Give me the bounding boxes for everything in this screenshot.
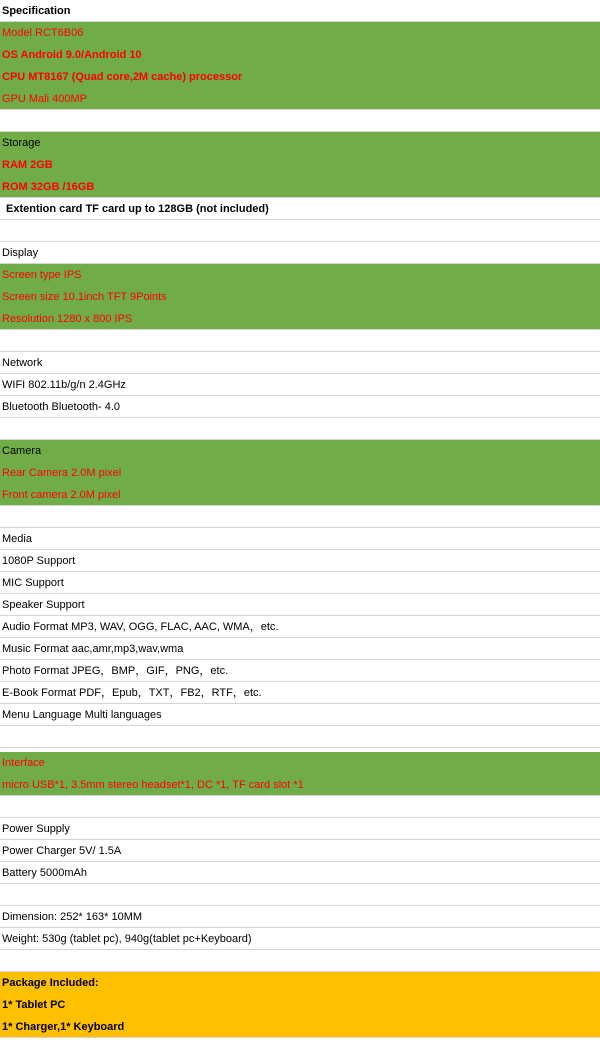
spec-row-rom: ROM 32GB /16GB [0, 176, 600, 198]
spec-row-power-charger: Power Charger 5V/ 1.5A [0, 840, 600, 862]
section-media: Media [0, 528, 600, 550]
spec-row-extension-card: Extention card TF card up to 128GB (not included) [0, 198, 600, 220]
package-item-charger-keyboard: 1* Charger,1* Keyboard [0, 1016, 600, 1038]
blank-row [0, 418, 600, 440]
spec-row-resolution: Resolution 1280 x 800 IPS [0, 308, 600, 330]
section-storage: Storage [0, 132, 600, 154]
section-interface: Interface [0, 752, 600, 774]
spec-row-menu-language: Menu Language Multi languages [0, 704, 600, 726]
spec-title: Specification [0, 0, 600, 22]
spec-row-front-camera: Front camera 2.0M pixel [0, 484, 600, 506]
section-power-supply: Power Supply [0, 818, 600, 840]
spec-row-interface-ports: micro USB*1, 3.5mm stereo headset*1, DC *1, TF card slot *1 [0, 774, 600, 796]
blank-row [0, 110, 600, 132]
spec-row-os: OS Android 9.0/Android 10 [0, 44, 600, 66]
section-package-included: Package Included: [0, 972, 600, 994]
spec-row-mic: MIC Support [0, 572, 600, 594]
spec-row-ebook-format: E-Book Format PDF，Epub，TXT，FB2，RTF，etc. [0, 682, 600, 704]
spec-row-audio-format: Audio Format MP3, WAV, OGG, FLAC, AAC, WMA，etc. [0, 616, 600, 638]
spec-row-battery: Battery 5000mAh [0, 862, 600, 884]
blank-row [0, 726, 600, 748]
section-display: Display [0, 242, 600, 264]
spec-row-model: Model RCT6B06 [0, 22, 600, 44]
section-network: Network [0, 352, 600, 374]
spec-row-screen-size: Screen size 10.1inch TFT 9Points [0, 286, 600, 308]
blank-row [0, 220, 600, 242]
blank-row [0, 506, 600, 528]
spec-row-dimension: Dimension: 252* 163* 10MM [0, 906, 600, 928]
spec-row-wifi: WIFI 802.11b/g/n 2.4GHz [0, 374, 600, 396]
spec-row-photo-format: Photo Format JPEG，BMP，GIF，PNG，etc. [0, 660, 600, 682]
spec-row-rear-camera: Rear Camera 2.0M pixel [0, 462, 600, 484]
spec-row-1080p: 1080P Support [0, 550, 600, 572]
spec-row-speaker: Speaker Support [0, 594, 600, 616]
blank-row [0, 950, 600, 972]
blank-row [0, 884, 600, 906]
section-camera: Camera [0, 440, 600, 462]
spec-row-weight: Weight: 530g (tablet pc), 940g(tablet pc+Keyboard) [0, 928, 600, 950]
spec-row-music-format: Music Format aac,amr,mp3,wav,wma [0, 638, 600, 660]
package-item-tablet: 1* Tablet PC [0, 994, 600, 1016]
spec-row-bluetooth: Bluetooth Bluetooth- 4.0 [0, 396, 600, 418]
spec-row-screen-type: Screen type IPS [0, 264, 600, 286]
spec-row-ram: RAM 2GB [0, 154, 600, 176]
spec-row-cpu: CPU MT8167 (Quad core,2M cache) processor [0, 66, 600, 88]
blank-row [0, 330, 600, 352]
spec-row-gpu: GPU Mali 400MP [0, 88, 600, 110]
blank-row [0, 796, 600, 818]
